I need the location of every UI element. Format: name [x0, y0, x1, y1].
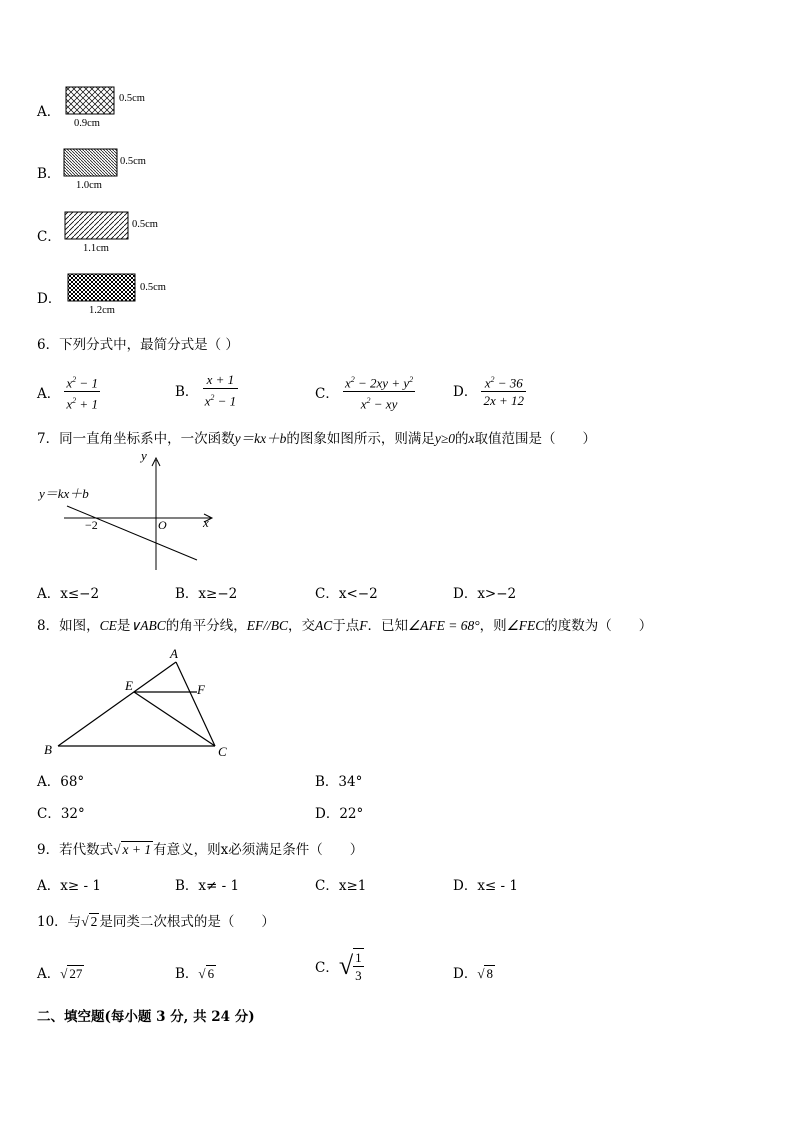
width-label: 1.1cm — [83, 243, 109, 254]
q10-stem: 10．与√ 2 是同类二次根式的是（ ） — [37, 914, 275, 930]
option-letter: A． — [37, 385, 61, 402]
fraction: $\frac{x^2 - 2xy + y^2}{x^2 - xy}$ — [343, 371, 415, 413]
y-label: y — [141, 450, 147, 463]
fraction: $\frac{1}{3}$ — [355, 950, 362, 983]
q10-option-c: C．√ $\frac{1}{3}$ — [315, 950, 362, 983]
vertex-c: C — [218, 744, 227, 759]
radical: 2 — [90, 914, 98, 929]
q7-option-a: A．x≤−2 — [37, 586, 100, 602]
width-label: 1.2cm — [89, 305, 115, 316]
q7-option-b: B．x≥−2 — [175, 586, 238, 602]
point-e: E — [125, 678, 133, 693]
q7-option-d: D．x>−2 — [453, 586, 517, 602]
q8-option-d: D．22° — [315, 806, 364, 822]
fraction: $\frac{x^2 - 1}{x^2 + 1}$ — [64, 371, 100, 413]
section-heading: 二、填空题(每小题 3 分, 共 24 分) — [37, 1009, 255, 1025]
q7-stem: 7．同一直角坐标系中，一次函数y＝kx＋b的图象如图所示，则满足y≥0的x取值范围是（ ） — [37, 431, 596, 447]
option-letter: B． — [175, 384, 199, 401]
vertex-b: B — [44, 742, 52, 757]
q8-option-c: C．32° — [37, 806, 85, 822]
intercept-label: −2 — [85, 518, 98, 532]
q8-triangle-figure — [37, 640, 247, 765]
q6-option-b — [175, 371, 238, 409]
q8-option-a: A．68° — [37, 774, 85, 790]
q9-stem: 9．若代数式√ x + 1 有意义，则x必须满足条件（ ） — [37, 842, 364, 858]
vertex-a: A — [170, 646, 178, 661]
line-label: y＝kx＋b — [39, 486, 89, 501]
q7-graph — [37, 450, 227, 575]
option-letter: C． — [37, 229, 61, 245]
q10-option-b: B．√ 6 — [175, 966, 215, 982]
function-line — [67, 506, 197, 560]
rect-a-figure — [65, 86, 117, 116]
option-letter: D． — [453, 384, 478, 401]
q6-option-c — [315, 371, 415, 413]
height-label: 0.5cm — [120, 156, 146, 167]
width-label: 0.9cm — [74, 118, 100, 129]
option-letter: A． — [37, 104, 61, 120]
x-label: x — [203, 515, 209, 530]
width-label: 1.0cm — [76, 180, 102, 191]
origin-label: O — [158, 518, 167, 532]
q8-option-b: B．34° — [315, 774, 363, 790]
option-letter: C． — [315, 385, 339, 402]
height-label: 0.5cm — [132, 219, 158, 230]
q10-option-d: D．√ 8 — [453, 966, 493, 982]
q9-option-b: B．x≠ - 1 — [175, 878, 240, 894]
option-letter: D． — [37, 291, 62, 307]
point-f: F — [197, 682, 205, 697]
rect-b-figure — [63, 148, 119, 178]
radical: x + 1 — [122, 842, 152, 857]
q10-option-a: A．√ 27 — [37, 966, 83, 982]
height-label: 0.5cm — [119, 93, 145, 104]
q6-option-a — [37, 371, 100, 413]
rect-c-figure — [64, 211, 130, 241]
q9-option-d: D．x≤ - 1 — [453, 878, 518, 894]
height-label: 0.5cm — [140, 282, 166, 293]
q7-option-c: C．x<−2 — [315, 586, 378, 602]
q6-option-d — [453, 371, 526, 409]
fraction: $\frac{x^2 - 36}{2x + 12}$ — [481, 371, 526, 409]
q9-option-a: A．x≥ - 1 — [37, 878, 101, 894]
option-letter: B． — [37, 166, 61, 182]
q6-stem: 6．下列分式中，最简分式是（ ） — [37, 337, 239, 353]
q9-option-c: C．x≥1 — [315, 878, 367, 894]
fraction: $\frac{x + 1}{x^2 - 1}$ — [204, 372, 237, 409]
q8-stem: 8．如图，CE是∨ABC的角平分线，EF//BC，交AC于点F．已知∠AFE = 68°，则∠FEC的度数为（ ） — [37, 618, 653, 634]
rect-d-figure — [67, 273, 137, 303]
